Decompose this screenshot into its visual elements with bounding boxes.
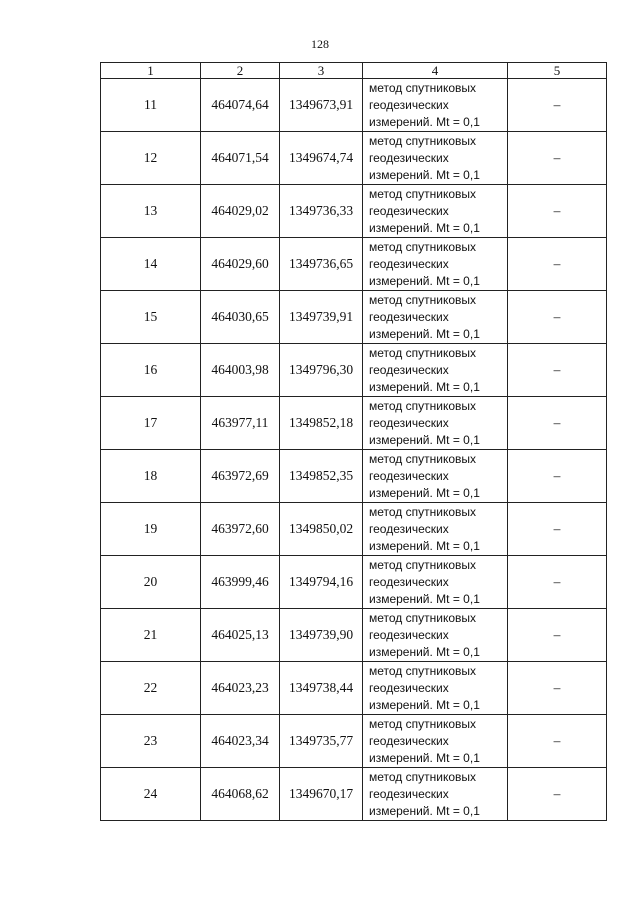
method-line: геодезических [369, 627, 449, 642]
table-row [101, 450, 607, 503]
method-line: измерений. Mt = 0,1 [369, 167, 480, 182]
method-cell [363, 185, 508, 238]
point-number: 17 [101, 397, 201, 450]
method-cell [363, 662, 508, 715]
page-number: 128 [311, 37, 329, 51]
point-number: 16 [101, 344, 201, 397]
coordinate-x: 463972,69 [201, 450, 280, 503]
table-row [101, 344, 607, 397]
coordinate-x: 464029,60 [201, 238, 280, 291]
method-cell [363, 132, 508, 185]
method-line: геодезических [369, 415, 449, 430]
method-cell [363, 556, 508, 609]
method-line: геодезических [369, 574, 449, 589]
point-number: 13 [101, 185, 201, 238]
method-line: геодезических [369, 97, 449, 112]
coordinate-x: 464068,62 [201, 768, 280, 821]
method-line: геодезических [369, 786, 449, 801]
coordinate-y: 1349739,90 [280, 609, 363, 662]
point-number: 15 [101, 291, 201, 344]
coordinate-x: 464030,65 [201, 291, 280, 344]
point-number: 23 [101, 715, 201, 768]
coordinate-y: 1349673,91 [280, 79, 363, 132]
table-row [101, 556, 607, 609]
method-line: метод спутниковых [369, 716, 477, 731]
coordinate-x: 464074,64 [201, 79, 280, 132]
point-number: 24 [101, 768, 201, 821]
method-line: измерений. Mt = 0,1 [369, 273, 480, 288]
note-cell: – [508, 662, 607, 715]
method-line: геодезических [369, 309, 449, 324]
method-line: измерений. Mt = 0,1 [369, 379, 480, 394]
table-body [101, 79, 607, 821]
method-line: геодезических [369, 733, 449, 748]
method-line: метод спутниковых [369, 345, 477, 360]
note-cell: – [508, 185, 607, 238]
table-row [101, 185, 607, 238]
method-cell [363, 344, 508, 397]
method-line: измерений. Mt = 0,1 [369, 538, 480, 553]
coordinate-y: 1349794,16 [280, 556, 363, 609]
note-cell: – [508, 344, 607, 397]
header-row [101, 63, 607, 79]
method-line: метод спутниковых [369, 186, 477, 201]
method-line: метод спутниковых [369, 610, 477, 625]
header-col-3: 3 [280, 63, 363, 79]
coordinate-y: 1349852,18 [280, 397, 363, 450]
note-cell: – [508, 715, 607, 768]
coordinate-x: 464025,13 [201, 609, 280, 662]
method-line: геодезических [369, 150, 449, 165]
coordinate-x: 463999,46 [201, 556, 280, 609]
note-cell: – [508, 450, 607, 503]
method-cell [363, 609, 508, 662]
header-col-4: 4 [363, 63, 508, 79]
table-row [101, 238, 607, 291]
coordinates-table [100, 62, 607, 821]
method-line: измерений. Mt = 0,1 [369, 220, 480, 235]
coordinate-x: 464029,02 [201, 185, 280, 238]
point-number: 22 [101, 662, 201, 715]
note-cell: – [508, 79, 607, 132]
coordinate-x: 463977,11 [201, 397, 280, 450]
method-line: метод спутниковых [369, 769, 477, 784]
method-line: метод спутниковых [369, 239, 477, 254]
coordinate-x: 464003,98 [201, 344, 280, 397]
point-number: 12 [101, 132, 201, 185]
note-cell: – [508, 609, 607, 662]
note-cell: – [508, 503, 607, 556]
method-line: метод спутниковых [369, 451, 477, 466]
method-cell [363, 397, 508, 450]
coordinate-y: 1349736,33 [280, 185, 363, 238]
method-line: метод спутниковых [369, 398, 477, 413]
method-line: измерений. Mt = 0,1 [369, 326, 480, 341]
method-cell [363, 291, 508, 344]
table-row [101, 132, 607, 185]
method-line: измерений. Mt = 0,1 [369, 485, 480, 500]
method-cell [363, 715, 508, 768]
point-number: 20 [101, 556, 201, 609]
table-row [101, 662, 607, 715]
coordinate-x: 464071,54 [201, 132, 280, 185]
method-line: геодезических [369, 203, 449, 218]
point-number: 19 [101, 503, 201, 556]
method-line: измерений. Mt = 0,1 [369, 750, 480, 765]
note-cell: – [508, 556, 607, 609]
coordinate-x: 463972,60 [201, 503, 280, 556]
table-row [101, 291, 607, 344]
method-line: геодезических [369, 680, 449, 695]
coordinate-x: 464023,34 [201, 715, 280, 768]
coordinate-y: 1349735,77 [280, 715, 363, 768]
table-row [101, 609, 607, 662]
note-cell: – [508, 238, 607, 291]
method-line: метод спутниковых [369, 292, 477, 307]
note-cell: – [508, 768, 607, 821]
method-line: измерений. Mt = 0,1 [369, 803, 480, 818]
coordinate-x: 464023,23 [201, 662, 280, 715]
table-row [101, 79, 607, 132]
table-row [101, 715, 607, 768]
coordinate-y: 1349852,35 [280, 450, 363, 503]
coordinate-y: 1349670,17 [280, 768, 363, 821]
method-cell [363, 768, 508, 821]
point-number: 18 [101, 450, 201, 503]
method-line: метод спутниковых [369, 663, 477, 678]
method-cell [363, 450, 508, 503]
header-col-5: 5 [508, 63, 607, 79]
method-line: измерений. Mt = 0,1 [369, 591, 480, 606]
table-row [101, 397, 607, 450]
table-row [101, 768, 607, 821]
point-number: 14 [101, 238, 201, 291]
coordinate-y: 1349738,44 [280, 662, 363, 715]
coordinate-y: 1349736,65 [280, 238, 363, 291]
method-line: геодезических [369, 256, 449, 271]
header-col-2: 2 [201, 63, 280, 79]
method-cell [363, 79, 508, 132]
point-number: 11 [101, 79, 201, 132]
header-col-1: 1 [101, 63, 201, 79]
method-line: метод спутниковых [369, 557, 477, 572]
note-cell: – [508, 291, 607, 344]
coordinate-y: 1349739,91 [280, 291, 363, 344]
method-line: измерений. Mt = 0,1 [369, 697, 480, 712]
method-line: метод спутниковых [369, 504, 477, 519]
method-line: измерений. Mt = 0,1 [369, 114, 480, 129]
coordinate-y: 1349850,02 [280, 503, 363, 556]
point-number: 21 [101, 609, 201, 662]
method-line: измерений. Mt = 0,1 [369, 644, 480, 659]
coordinate-y: 1349796,30 [280, 344, 363, 397]
note-cell: – [508, 397, 607, 450]
method-line: метод спутниковых [369, 133, 477, 148]
method-line: измерений. Mt = 0,1 [369, 432, 480, 447]
method-line: метод спутниковых [369, 80, 477, 95]
table-row [101, 503, 607, 556]
method-line: геодезических [369, 362, 449, 377]
method-cell [363, 503, 508, 556]
note-cell: – [508, 132, 607, 185]
method-cell [363, 238, 508, 291]
method-line: геодезических [369, 468, 449, 483]
coordinate-y: 1349674,74 [280, 132, 363, 185]
method-line: геодезических [369, 521, 449, 536]
